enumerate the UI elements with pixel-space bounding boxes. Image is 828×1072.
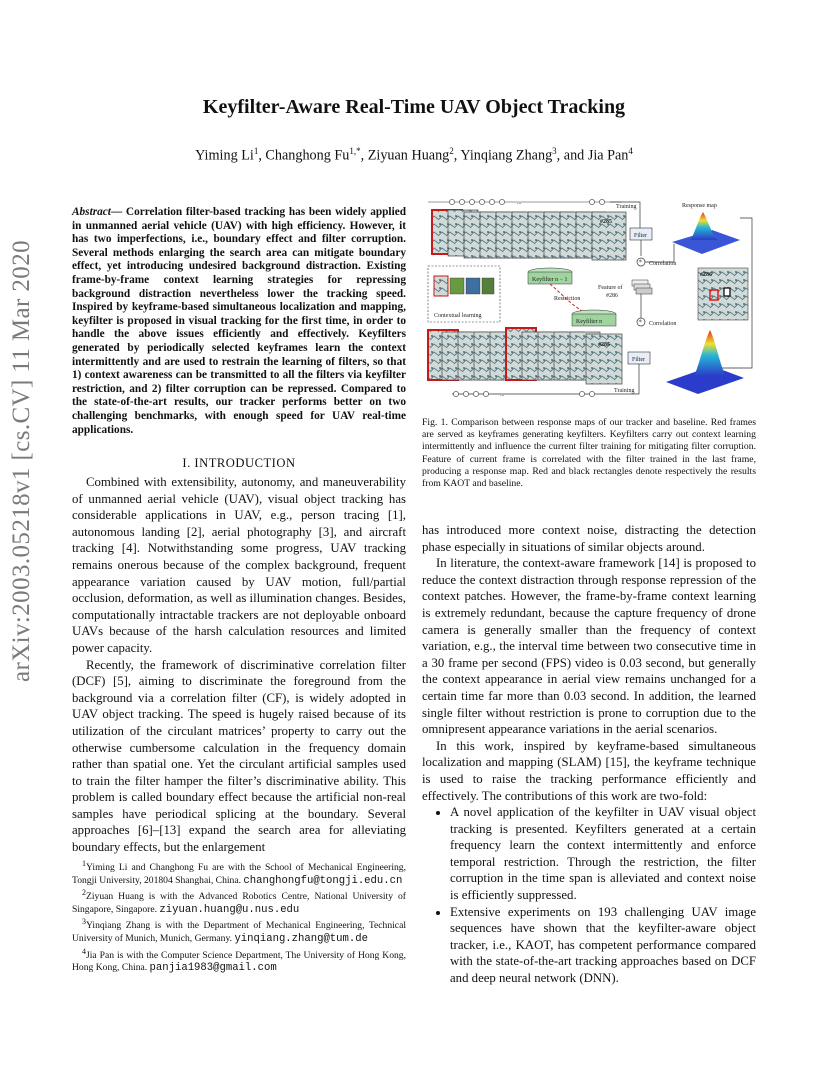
correlation-label: Correlation	[649, 321, 677, 327]
ellipsis-bottom: ...	[500, 392, 505, 398]
frame-number: #285	[598, 342, 610, 348]
footnote: $^4$Jia Pan is with the Computer Science Department, The University of Hong Kong, Hong Kong, China. panjia1983@gmail.com	[72, 946, 406, 975]
abstract: Abstract— Correlation filter-based tracking has been widely applied in unmanned aerial vehicle (UAV) with high efficiency. However, it has two imperfections, i.e., boundary effect and filter corruption. Several methods enlarging the search area can mitigate boundary effect, yet introducing undesired background distraction. Existing frame-by-frame context learning strategies for repressing background distraction nevertheless lower the tracking speed. Inspired by keyframe-based simultaneous localization and mapping, keyfilter is proposed in visual tracking for the first time, in order to handle the above issues efficiently and effectively. Keyfilters generated by periodically selected keyframes learn the context intermittently and are used to restrain the learning of filters, so that 1) context awareness can be transmitted to all the filters via keyfilter restriction, and 2) filter corruption can be repressed. Compared to the state-of-the-art results, our tracker performs better on two challenging benchmarks, with enough speed for UAV real-time applications.	[72, 206, 407, 436]
list-item: • A novel application of the keyfilter in UAV visual object tracking is presented. Keyfilters generated at a certain frequency learn the context intermittently and enforce temporal restriction. Through the restriction, the filter corruption in the time span is alleviated and context noise is efficiently suppressed.	[450, 804, 756, 904]
filter-label: Filter	[634, 233, 647, 239]
svg-text:Keyfilter n − 1: Keyfilter n − 1	[532, 277, 568, 283]
svg-text:Keyfilter n: Keyfilter n	[576, 319, 603, 325]
email-link[interactable]: changhongfu@tongji.edu.cn	[243, 874, 403, 887]
figure-caption-label: Fig. 1.	[422, 417, 448, 428]
body-paragraph: In this work, inspired by keyframe-based simultaneous localization and mapping (SLAM) [15], the keyframe technique is used to raise the tracking performance efficiently and effectively. The contributions of this work are two-fold:	[422, 738, 756, 803]
feature-stack-icon	[632, 280, 652, 294]
footnote: $^1$Yiming Li and Changhong Fu are with the School of Mechanical Engineering, Tongji University, 201804 Shanghai, China. changhongfu@tongji.edu.cn	[72, 859, 406, 887]
abstract-label: Abstract	[72, 206, 111, 218]
response-map-bottom	[666, 330, 744, 394]
figure-caption-text: Comparison between response maps of our tracker and baseline. Red frames are served as keyframes generating keyfilters. Keyfilters carry out context learning intermittently and influence the current filter training for mitigating filter corruption. Feature of current frame is correlated with the filter trained in the last frame, producing a response map. Red and black rectangles denote respectively the results from KAOT and baseline.	[422, 417, 757, 490]
svg-text:*: *	[638, 318, 642, 327]
contextual-learning-label: Contextual learning	[434, 313, 482, 319]
body-paragraph: Recently, the framework of discriminative correlation filter (DCF) [5], aiming to discriminate the foreground from the background via a correlation filter (CF), is widely adopted in UAV object tracking. The speed is hugely raised because of its utilization of the circulant matrices’ property to carry out the otherwise cumbersome calculation in the frequency domain rather than spatial one. Yet the circulant artificial samples used to train the filter hamper the filter’s discriminative ability. This problem is called boundary effect because the artificial non-real samples have periodical splicing at the boundary. Several approaches [6]–[13] expand the search area for alleviating boundary effects, but the enlargement	[72, 657, 406, 855]
response-map-top	[672, 212, 740, 254]
restriction-label: Restriction	[554, 296, 581, 302]
section-heading: I. INTRODUCTION	[182, 456, 296, 470]
top-frame-stack	[432, 210, 626, 260]
frame-number: #286	[700, 272, 712, 278]
baseline-result-box	[724, 288, 730, 296]
footnotes	[72, 858, 406, 975]
email-link[interactable]: panjia1983@gmail.com	[149, 962, 277, 975]
paper-title: Keyfilter-Aware Real-Time UAV Object Tracking	[202, 96, 626, 118]
response-map-label: Response map	[682, 203, 717, 209]
author-affiliation: 4	[628, 146, 633, 156]
email-link[interactable]: ziyuan.huang@u.nus.edu	[159, 903, 300, 916]
author-name: Yiming Li	[195, 147, 254, 164]
filter-label: Filter	[632, 357, 645, 363]
keyfilter-n	[572, 310, 616, 326]
author-list: Yiming Li$^1$, Changhong $Fu^{1,*}$, Ziyuan Huang$^2$, Yinqiang Zhang$^3$, and Jia Pan$^4$	[195, 146, 633, 164]
feature-frame-number: #286	[606, 293, 618, 299]
body-paragraph: has introduced more context noise, distracting the detection phase especially in situations of similar objects around.	[422, 523, 756, 554]
author-name: Jia Pan	[587, 147, 629, 164]
intro-column-right	[422, 522, 756, 987]
author-name: Changhong Fu	[265, 147, 350, 164]
list-item: • Extensive experiments on 193 challenging UAV image sequences have shown that the keyfilter-aware object tracker, i.e., KAOT, has competent performance compared with the state-of-the-art tracking approaches based on DCF and deep neural network (DNN).	[450, 904, 756, 987]
arxiv-identifier: arXiv:2003.05218v1 [cs.CV] 11 Mar 2020	[8, 240, 35, 682]
author-affiliation: 2	[449, 146, 454, 156]
author-name: Ziyuan Huang	[367, 147, 450, 164]
training-label: Training	[614, 388, 635, 394]
footnote: $^2$Ziyuan Huang is with the Advanced Robotics Centre, National University of Singapore, Singapore. ziyuan.huang@u.nus.edu	[72, 888, 406, 916]
body-paragraph: Combined with extensibility, autonomy, and maneuverability of unmanned aerial vehicle (UAV), visual object tracking has considerable applications in UAV, e.g., person tracing [1], autonomous landing [2], aerial photography [3], and aircraft tracking [4]. Notwithstanding some progress, UAV tracking remains onerous because of the complex background, frequent appearance variation caused by UAV motion, full/partial occlusion, deformation, as well as illumination changes. Besides, computationally intractable trackers are not deployable onboard UAVs because of the harsh calculation resources and limited power capacity.	[72, 475, 406, 655]
author-affiliation: 1	[253, 146, 259, 156]
footnote: $^3$Yinqiang Zhang is with the Department of Mechanical Engineering, Technical University of Munich, Munich, Germany. yinqiang.zhang@tum.de	[72, 917, 406, 946]
frame-number: #285	[600, 219, 612, 225]
author-affiliation: 3	[552, 146, 557, 156]
abstract-text: Correlation filter-based tracking has been widely applied in unmanned aerial vehicle (UAV) with high efficiency. However, it has two imperfections, i.e., boundary effect and filter corruption. Several methods enlarging the search area can mitigate boundary effect, yet introducing undesired background distraction. Existing frame-by-frame context learning strategies for repressing background distraction nevertheless lower the tracking speed. Inspired by keyframe-based simultaneous localization and mapping, keyfilter is proposed in visual tracking for the first time, in order to handle the above issues efficiently and effectively. Keyfilters generated by periodically selected keyframes learn the context intermittently and are used to restrain the learning of filters, so that 1) context awareness can be transmitted to all the filters via keyfilter restriction, and 2) filter corruption can be repressed. Compared to the state-of-the-art results, our tracker performs better on two challenging benchmarks, with enough speed for UAV real-time applications.	[72, 206, 407, 436]
feature-of-label: Feature of	[598, 285, 623, 291]
contributions-list	[422, 804, 756, 987]
body-paragraph: In literature, the context-aware framework [14] is proposed to reduce the context distraction through response repression of the context patches. However, the frame-by-frame context learning is extremely redundant, because the capture frequency of drone camera is generally smaller than the frequency of context variation, e.g., the interval time between two consecutive time in a 30 frame per second (FPS) video is 0.03 second, but generally the context appearance in aerial view remains unchanged for a certain time far more than 0.03 second. In addition, the learned single filter without restriction is prone to corruption due to the omnipresent appearance variations in the aerial scenarios.	[422, 556, 756, 737]
figure-caption	[422, 417, 756, 490]
intro-column-left	[72, 474, 406, 856]
training-label: Training	[616, 204, 637, 210]
bottom-frame-stack	[428, 328, 622, 384]
author-name: Yinqiang Zhang	[460, 147, 553, 164]
keyfilter-n-minus-1	[528, 268, 572, 284]
svg-text:*: *	[638, 258, 642, 267]
email-link[interactable]: yinqiang.zhang@tum.de	[234, 933, 368, 946]
correlation-label: Correlation	[649, 261, 677, 267]
figure-1-diagram	[422, 198, 758, 400]
ellipsis-top: ...	[517, 200, 522, 206]
author-affiliation: 1,*	[349, 146, 361, 156]
top-frame-sequence	[428, 199, 622, 206]
